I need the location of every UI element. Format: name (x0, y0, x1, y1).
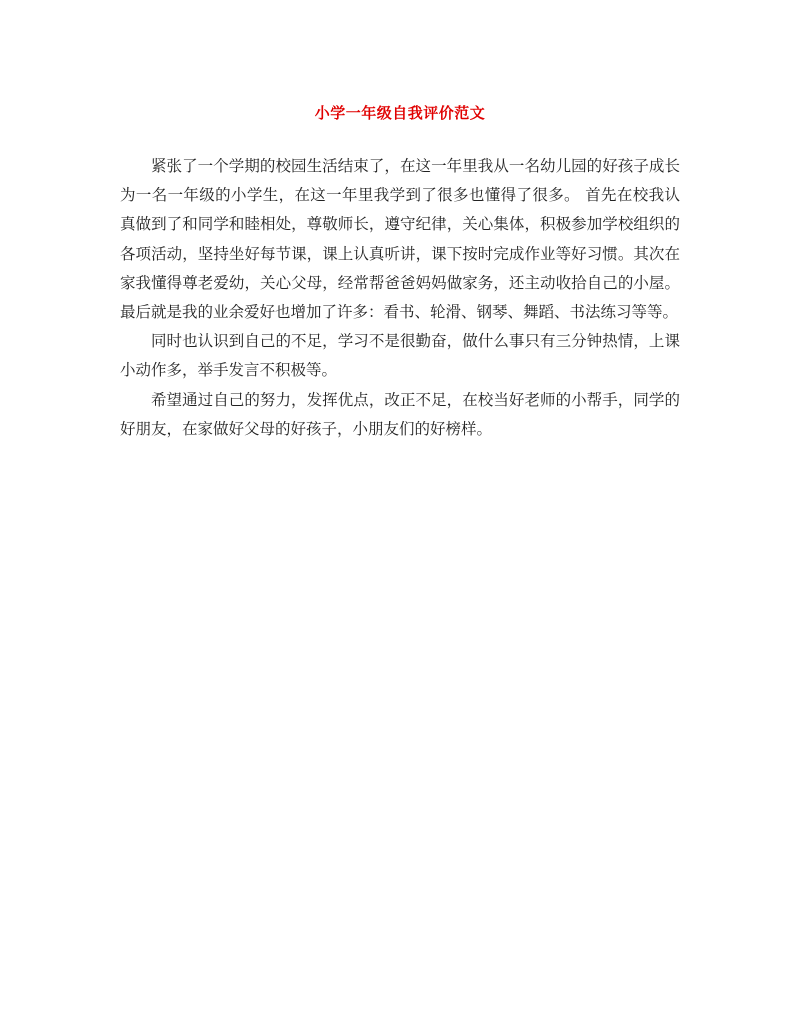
paragraph-3: 希望通过自己的努力，发挥优点，改正不足，在校当好老师的小帮手，同学的好朋友，在家做好父母的好孩子，小朋友们的好榜样。 (120, 390, 680, 438)
paragraph-1: 紧张了一个学期的校园生活结束了，在这一年里我从一名幼儿园的好孩子成长为一名一年级的小学生，在这一年里我学到了很多也懂得了很多。 首先在校我认真做到了和同学和睦相处，尊敬师长，遵守纪律，关心集体，积极参加学校组织的各项活动，坚持坐好每节课，课上认真听讲，课下按时完成作业等好习惯。其次在家我懂得尊老爱幼，关心父母，经常帮爸爸妈妈做家务，还主动收拾自己的小屋。最后就是我的业余爱好也增加了许多：看书、轮滑、钢琴、舞蹈、书法练习等等。 (120, 157, 680, 322)
document-title: 小学一年级自我评价范文 (314, 104, 486, 122)
paragraph-2: 同时也认识到自己的不足，学习不是很勤奋，做什么事只有三分钟热情，上课小动作多，举手发言不积极等。 (120, 332, 680, 380)
document-body (120, 152, 680, 444)
